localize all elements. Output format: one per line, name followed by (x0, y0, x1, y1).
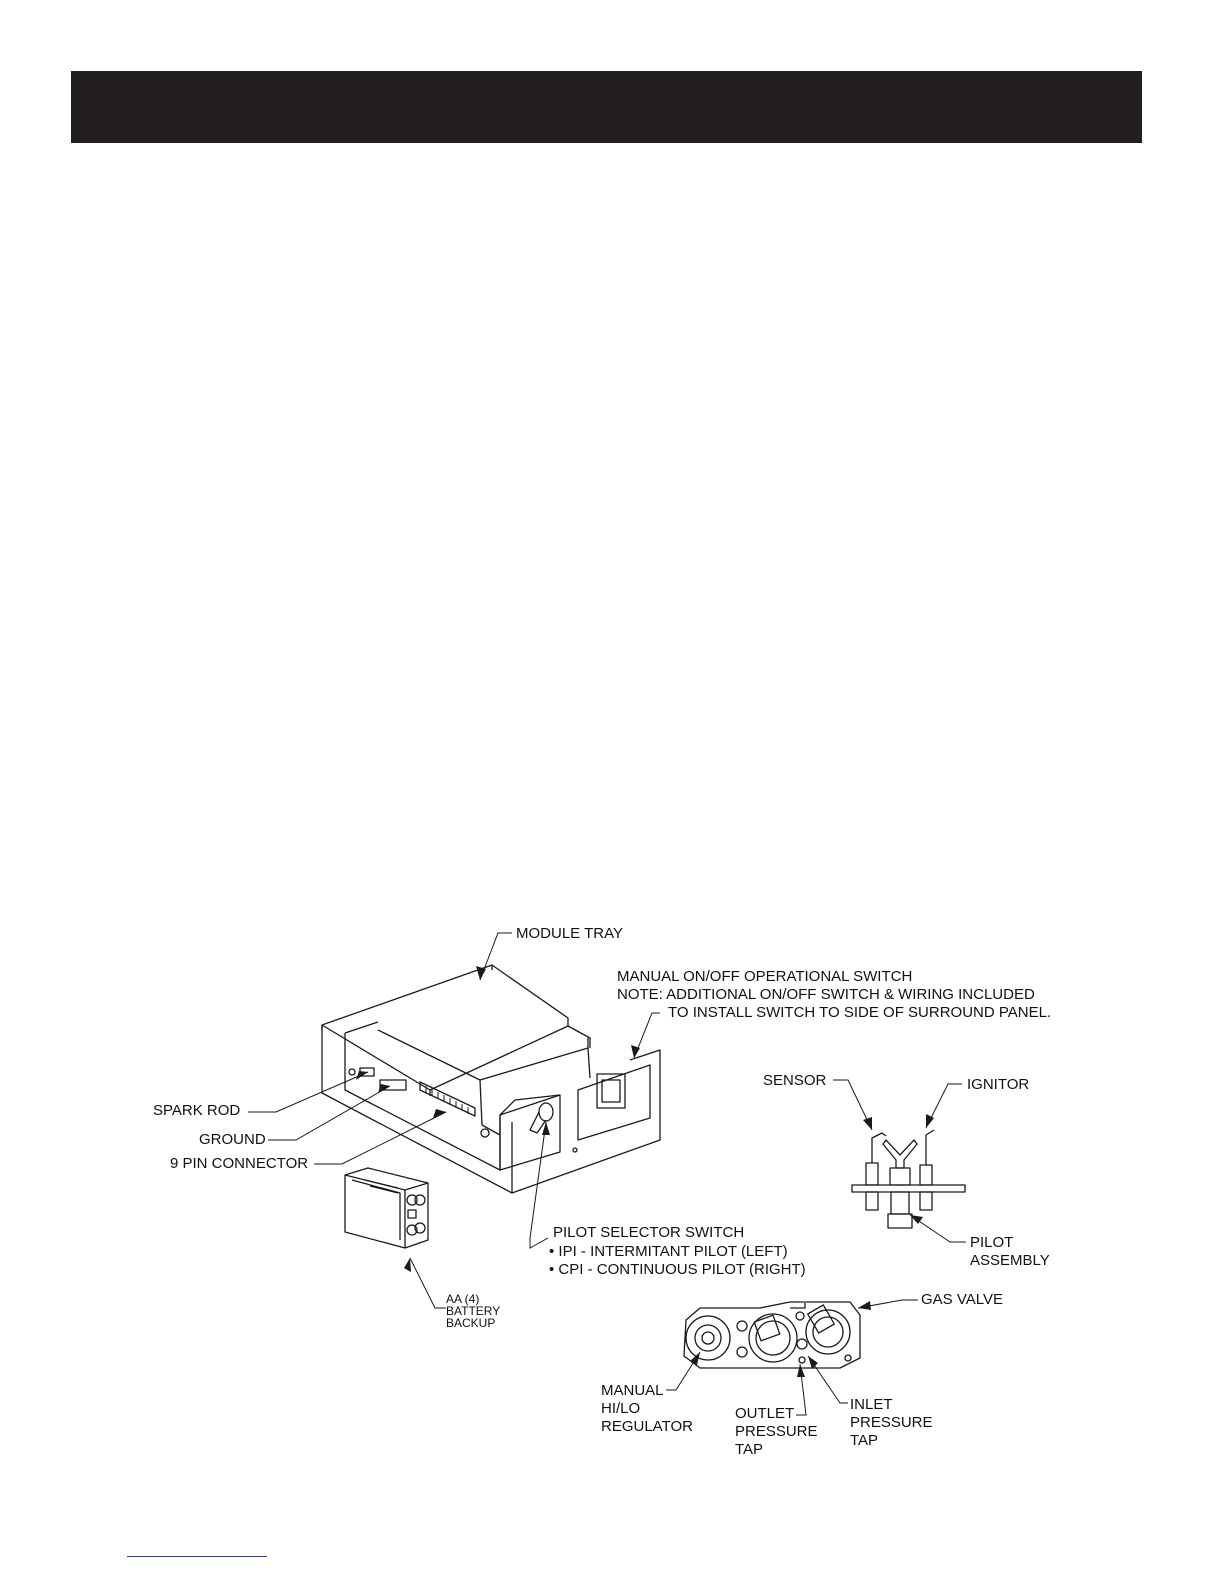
switch-note-line-1: NOTE: ADDITIONAL ON/OFF SWITCH & WIRING INCLUDED (617, 986, 1035, 1003)
module-tray-label: MODULE TRAY (516, 925, 623, 942)
pilot-assembly-drawing (852, 1130, 965, 1228)
nine-pin-connector-label: 9 PIN CONNECTOR (170, 1155, 309, 1172)
regulator-line-3: REGULATOR (601, 1418, 693, 1435)
spark-rod-label: SPARK ROD (153, 1102, 241, 1119)
battery-pack-drawing (345, 1168, 428, 1248)
outlet-line-2: PRESSURE (735, 1423, 818, 1440)
regulator-label (601, 1382, 693, 1436)
outlet-pressure-tap-label (735, 1405, 818, 1459)
gas-valve-label: GAS VALVE (921, 1291, 1003, 1308)
pilot-assembly-line-1: PILOT (970, 1234, 1014, 1251)
gas-valve-drawing (684, 1302, 860, 1368)
battery-line-2: BATTERY (446, 1304, 501, 1318)
regulator-line-2: HI/LO (601, 1400, 641, 1417)
regulator-line-1: MANUAL (601, 1382, 664, 1399)
inlet-line-3: TAP (850, 1432, 879, 1449)
pilot-ipi-label: • IPI - INTERMITANT PILOT (LEFT) (549, 1243, 788, 1260)
ground-label: GROUND (199, 1131, 266, 1148)
pilot-selector-label: PILOT SELECTOR SWITCH (553, 1224, 745, 1241)
pilot-assembly-label (970, 1234, 1050, 1270)
inlet-line-1: INLET (850, 1396, 893, 1413)
pilot-assembly-line-2: ASSEMBLY (970, 1252, 1050, 1269)
pilot-cpi-label: • CPI - CONTINUOUS PILOT (RIGHT) (549, 1261, 806, 1278)
sensor-label: SENSOR (763, 1072, 827, 1089)
switch-title-label: MANUAL ON/OFF OPERATIONAL SWITCH (617, 968, 913, 985)
outlet-line-1: OUTLET (735, 1405, 795, 1422)
footer-link-underline[interactable] (127, 1556, 267, 1557)
outlet-line-3: TAP (735, 1441, 764, 1458)
inlet-pressure-tap-label (850, 1396, 933, 1450)
battery-line-3: BACKUP (446, 1316, 496, 1330)
module-tray-drawing (322, 1022, 660, 1193)
battery-backup-label (446, 1293, 500, 1329)
battery-line-1: AA (4) (446, 1292, 480, 1306)
switch-note-line-2: TO INSTALL SWITCH TO SIDE OF SURROUND PANEL. (668, 1004, 1052, 1021)
inlet-line-2: PRESSURE (850, 1414, 933, 1431)
ignitor-label: IGNITOR (967, 1076, 1030, 1093)
